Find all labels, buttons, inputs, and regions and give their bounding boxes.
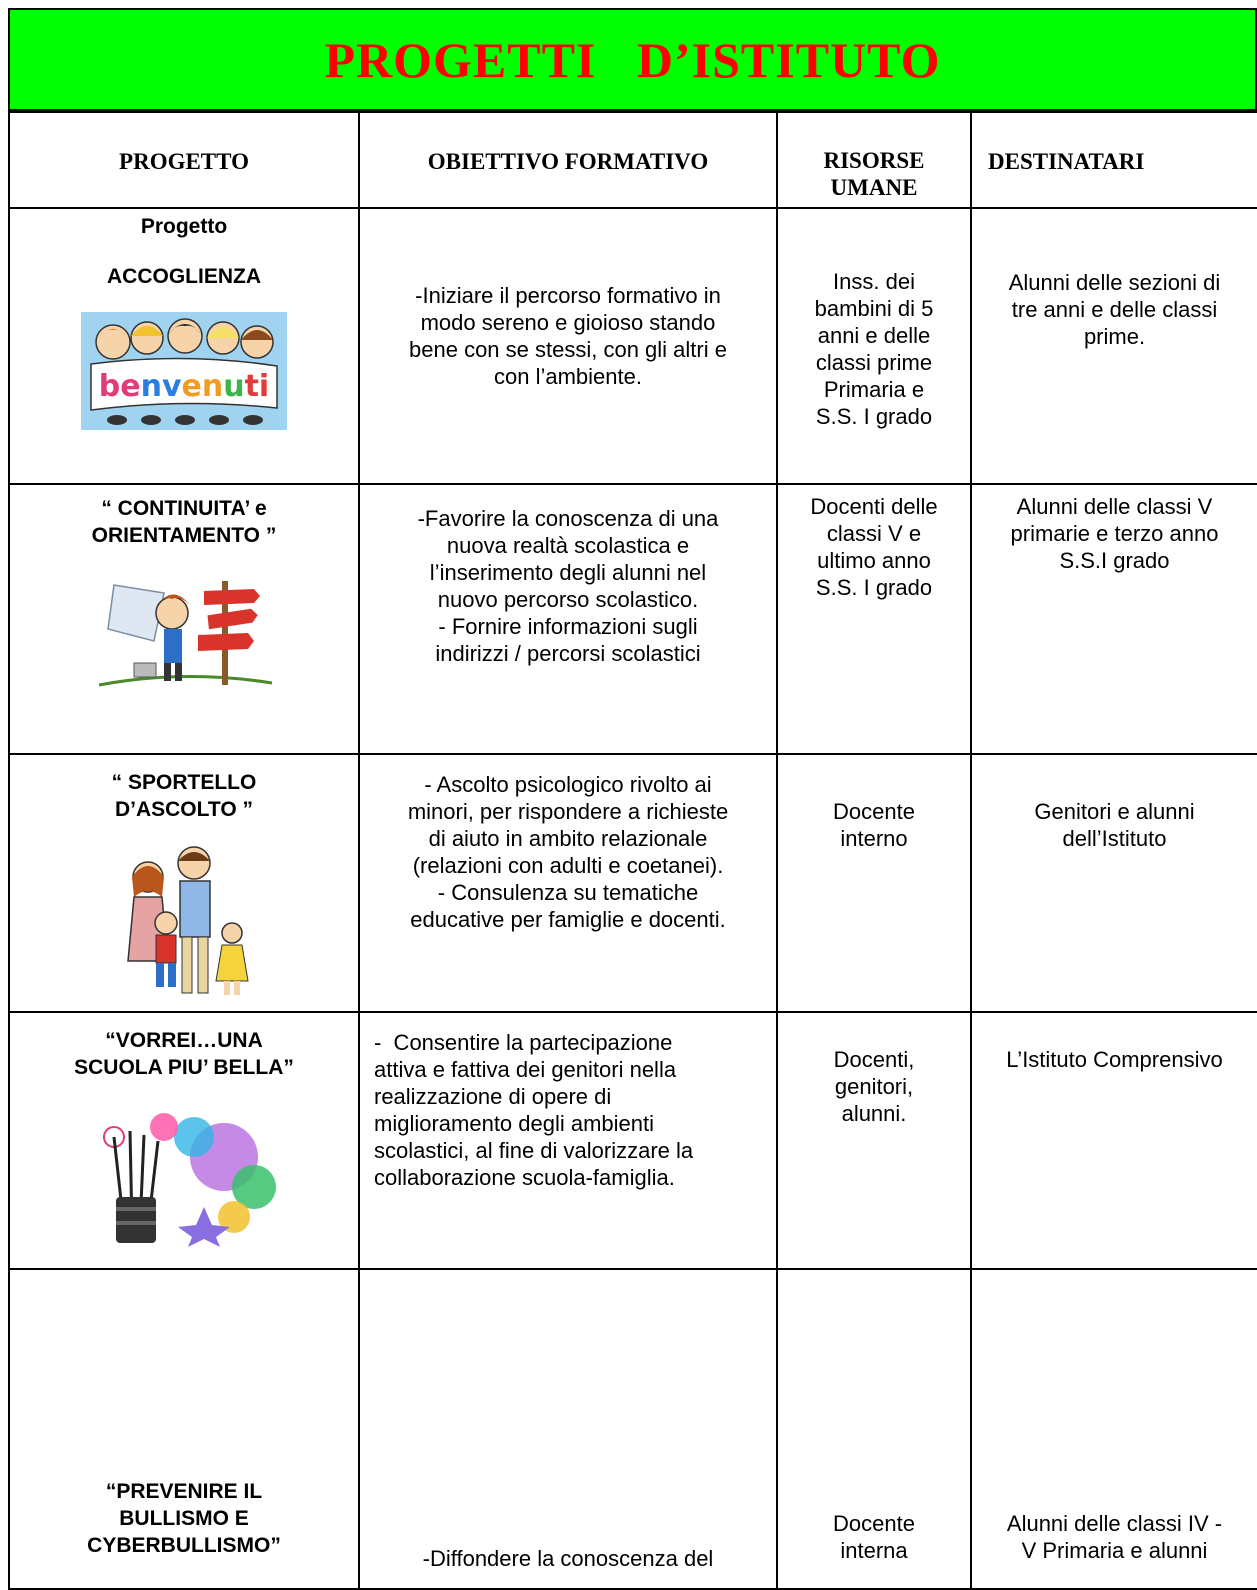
table-row bbox=[9, 1012, 1257, 1269]
destinatari-cell: Genitori e alunni dell’Istituto bbox=[971, 754, 1257, 1012]
project-name: SCUOLA PIU’ BELLA” bbox=[74, 1056, 294, 1079]
project-name: Progetto bbox=[140, 215, 228, 238]
project-cell bbox=[9, 208, 359, 484]
project-cell bbox=[9, 754, 359, 1012]
destinatari-cell: Alunni delle classi IV - V Primaria e alunni bbox=[971, 1269, 1257, 1589]
project-name: “ SPORTELLO bbox=[111, 771, 257, 794]
header-obiettivo: OBIETTIVO FORMATIVO bbox=[359, 112, 777, 208]
project-name: D’ASCOLTO ” bbox=[114, 798, 254, 821]
benvenuti-image bbox=[81, 312, 287, 430]
table-row bbox=[9, 1269, 1257, 1589]
destinatari-cell: Alunni delle sezioni di tre anni e delle classi prime. bbox=[971, 208, 1257, 484]
destinatari-cell: L’Istituto Comprensivo bbox=[971, 1012, 1257, 1269]
header-destinatari: DESTINATARI bbox=[971, 112, 1257, 208]
project-name: “ CONTINUITA’ e bbox=[101, 497, 267, 520]
risorse-cell: Docenti delle classi V e ultimo anno S.S. I grado bbox=[777, 484, 971, 754]
obiettivo-cell: -Iniziare il percorso formativo in modo sereno e gioioso stando bene con se stessi, con gli altri e con l’ambiente. bbox=[359, 208, 777, 484]
risorse-cell: Docenti, genitori, alunni. bbox=[777, 1012, 971, 1269]
projects-table bbox=[8, 111, 1257, 1590]
project-cell bbox=[9, 1269, 359, 1589]
table-row bbox=[9, 754, 1257, 1012]
risorse-cell: Docente interno bbox=[777, 754, 971, 1012]
risorse-cell: Inss. dei bambini di 5 anni e delle classi prime Primaria e S.S. I grado bbox=[777, 208, 971, 484]
title-bar bbox=[8, 8, 1257, 111]
obiettivo-cell: -Diffondere la conoscenza del bbox=[359, 1269, 777, 1589]
project-name: ACCOGLIENZA bbox=[107, 265, 261, 288]
project-name: “VORREI…UNA bbox=[105, 1029, 263, 1052]
project-name: “PREVENIRE IL bbox=[105, 1480, 263, 1503]
destinatari-cell: Alunni delle classi V primarie e terzo anno S.S.I grado bbox=[971, 484, 1257, 754]
table-row bbox=[9, 208, 1257, 484]
header-risorse: RISORSE UMANE bbox=[777, 112, 971, 208]
header-progetto: PROGETTO bbox=[9, 112, 359, 208]
obiettivo-cell: - Ascolto psicologico rivolto ai minori, per rispondere a richieste di aiuto in ambito relazionale (relazioni con adulti e coetanei). - Consulenza su tematiche educative per famiglie e docenti. bbox=[359, 754, 777, 1012]
obiettivo-cell: - Consentire la partecipazione attiva e fattiva dei genitori nella realizzazione di opere di miglioramento degli ambienti scolastici, al fine di valorizzare la collaborazione scuola-famiglia. bbox=[359, 1012, 777, 1269]
family-image bbox=[104, 841, 264, 997]
table-row bbox=[9, 484, 1257, 754]
project-name: BULLISMO E bbox=[119, 1507, 249, 1530]
project-cell bbox=[9, 1012, 359, 1269]
paint-brushes-image bbox=[84, 1097, 284, 1247]
signpost-image bbox=[94, 563, 274, 693]
project-cell bbox=[9, 484, 359, 754]
svg-text:benvenuti: benvenuti bbox=[98, 369, 270, 404]
project-name: CYBERBULLISMO” bbox=[87, 1534, 281, 1557]
page-title: PROGETTI D’ISTITUTO bbox=[324, 31, 941, 88]
header-row bbox=[9, 112, 1257, 208]
risorse-cell: Docente interna bbox=[777, 1269, 971, 1589]
project-name: ORIENTAMENTO ” bbox=[91, 524, 277, 547]
obiettivo-cell: -Favorire la conoscenza di una nuova realtà scolastica e l’inserimento degli alunni nel nuovo percorso scolastico. - Fornire informazioni sugli indirizzi / percorsi scolastici bbox=[359, 484, 777, 754]
